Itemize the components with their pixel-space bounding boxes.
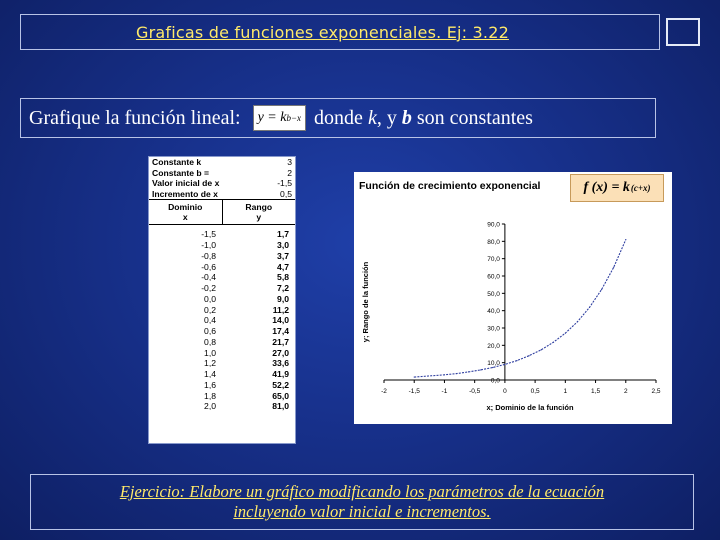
parameter-row xyxy=(149,168,295,179)
table-row xyxy=(149,391,295,402)
x-tick-label: -1,5 xyxy=(408,388,420,395)
task-prefix: Grafique la función lineal: xyxy=(29,106,241,129)
cell-y: 4,7 xyxy=(277,261,289,272)
cell-x: 0,0 xyxy=(204,293,216,304)
cell-x: -1,5 xyxy=(201,229,216,240)
cell-x: 1,8 xyxy=(204,390,216,401)
exercise-line-1: Ejercicio: Elabore un gráfico modificando los parámetros de la ecuación xyxy=(119,482,605,501)
task-middle-2: , y xyxy=(376,106,397,129)
data-point xyxy=(414,376,415,377)
task-formula xyxy=(253,105,306,131)
table-row xyxy=(149,315,295,326)
cell-x: -0,4 xyxy=(201,272,216,283)
data-point xyxy=(456,373,457,374)
data-point xyxy=(625,239,626,240)
cell-y: 17,4 xyxy=(272,326,289,337)
header-range-line2: y xyxy=(256,212,262,223)
task-formula-base: y = k xyxy=(257,110,287,125)
data-point xyxy=(468,371,469,372)
table-row xyxy=(149,229,295,240)
table-header xyxy=(149,199,295,225)
y-tick-label: 10,0 xyxy=(487,360,500,368)
x-tick-label: 2 xyxy=(623,388,628,395)
y-tick-label: 80,0 xyxy=(487,238,500,246)
cell-y: 52,2 xyxy=(272,379,289,390)
table-row xyxy=(149,348,295,359)
x-tick-label: 0,5 xyxy=(530,388,540,395)
data-point xyxy=(480,369,481,370)
table-row xyxy=(149,240,295,251)
cell-x: 0,4 xyxy=(204,315,216,326)
cell-y: 11,2 xyxy=(272,304,289,315)
cell-x: 0,2 xyxy=(204,304,216,315)
parameter-block xyxy=(149,157,295,199)
series-line xyxy=(414,240,626,378)
data-table xyxy=(148,156,296,444)
y-tick-label: 40,0 xyxy=(487,308,500,316)
y-tick-label: 0,0 xyxy=(490,377,500,385)
header-range-line1: Rango xyxy=(245,202,273,213)
header-domain-line2: x xyxy=(182,212,188,223)
cell-x: 1,6 xyxy=(204,379,216,390)
y-tick-label: 60,0 xyxy=(487,273,500,281)
cell-x: -0,8 xyxy=(201,250,216,261)
table-row xyxy=(149,337,295,348)
header-domain-line1: Dominio xyxy=(168,202,203,213)
header-range xyxy=(223,200,296,224)
task-suffix-text xyxy=(314,107,533,130)
cell-x: 0,6 xyxy=(204,326,216,337)
data-point xyxy=(528,355,529,356)
cell-y: 3,0 xyxy=(277,240,289,251)
data-point xyxy=(565,333,566,334)
chart-panel xyxy=(354,172,672,424)
cell-y: 3,7 xyxy=(277,250,289,261)
cell-y: 41,9 xyxy=(272,369,289,380)
parameter-label: Valor inicial de x xyxy=(152,178,220,189)
parameter-value: 3 xyxy=(287,157,292,167)
cell-y: 21,7 xyxy=(272,336,289,347)
table-row xyxy=(149,305,295,316)
table-row xyxy=(149,272,295,283)
header-domain xyxy=(149,200,223,224)
cell-x: -0,6 xyxy=(201,261,216,272)
parameter-label: Constante b = xyxy=(152,167,210,178)
parameter-row xyxy=(149,178,295,189)
cell-x: 0,8 xyxy=(204,336,216,347)
table-row xyxy=(149,369,295,380)
table-row xyxy=(149,294,295,305)
exercise-line-2: incluyendo valor inicial e incrementos. xyxy=(233,502,491,521)
chart-formula-base: f (x) = k xyxy=(583,180,630,195)
corner-square-button[interactable] xyxy=(666,18,700,46)
cell-x: 1,4 xyxy=(204,369,216,380)
task-suffix: son constantes xyxy=(416,106,533,129)
cell-y: 65,0 xyxy=(272,390,289,401)
cell-x: 2,0 xyxy=(204,401,216,412)
parameter-value: 0,5 xyxy=(280,188,292,199)
x-axis-label: x; Dominio de la función xyxy=(486,403,574,412)
data-point xyxy=(541,349,542,350)
table-row xyxy=(149,326,295,337)
data-point xyxy=(553,342,554,343)
table-row xyxy=(149,283,295,294)
cell-y: 81,0 xyxy=(272,401,289,412)
title-box xyxy=(20,14,660,50)
table-row xyxy=(149,251,295,262)
y-tick-label: 90,0 xyxy=(487,221,500,229)
page-title: Graficas de funciones exponenciales. Ej: 3.22 xyxy=(136,22,509,42)
parameter-value: 2 xyxy=(287,167,292,178)
table-row xyxy=(149,380,295,391)
x-tick-label: -0,5 xyxy=(469,388,481,395)
parameter-value: -1,5 xyxy=(277,178,292,189)
y-tick-label: 20,0 xyxy=(487,342,500,350)
task-statement xyxy=(20,98,656,138)
y-tick-label: 30,0 xyxy=(487,325,500,333)
exponential-chart xyxy=(354,172,672,424)
cell-y: 33,6 xyxy=(272,358,289,369)
cell-y: 9,0 xyxy=(277,293,289,304)
table-row xyxy=(149,358,295,369)
task-var-b: b xyxy=(401,106,412,129)
parameter-row xyxy=(149,189,295,200)
x-tick-label: -1 xyxy=(441,388,448,395)
x-tick-label: 0 xyxy=(503,388,507,395)
cell-x: 1,0 xyxy=(204,347,216,358)
data-point xyxy=(601,289,602,290)
cell-x: -0,2 xyxy=(201,283,216,294)
chart-formula xyxy=(570,174,664,202)
data-point xyxy=(613,267,614,268)
exercise-box xyxy=(30,474,694,530)
data-point xyxy=(577,321,578,322)
data-point xyxy=(492,367,493,368)
y-tick-label: 50,0 xyxy=(487,290,500,298)
y-tick-label: 70,0 xyxy=(487,256,500,264)
data-point xyxy=(589,307,590,308)
table-row xyxy=(149,401,295,412)
data-point xyxy=(444,374,445,375)
data-point xyxy=(516,360,517,361)
table-body xyxy=(149,229,295,412)
x-tick-label: 1 xyxy=(563,388,568,395)
parameter-label: Constante k xyxy=(152,157,202,167)
task-var-k: k xyxy=(367,106,377,129)
cell-x: -1,0 xyxy=(201,240,216,251)
x-tick-label: 1,5 xyxy=(591,388,601,395)
data-point xyxy=(504,364,505,365)
chart-formula-exponent: (c+x) xyxy=(630,183,651,193)
table-row xyxy=(149,262,295,273)
cell-x: 1,2 xyxy=(204,358,216,369)
cell-y: 7,2 xyxy=(277,283,289,294)
cell-y: 14,0 xyxy=(272,315,289,326)
task-formula-exponent: b−x xyxy=(286,113,302,123)
x-tick-label: 2,5 xyxy=(651,388,661,395)
cell-y: 27,0 xyxy=(272,347,289,358)
cell-y: 1,7 xyxy=(277,229,289,240)
x-tick-label: -2 xyxy=(381,388,387,395)
task-middle-1: donde xyxy=(314,106,363,129)
cell-y: 5,8 xyxy=(277,272,289,283)
parameter-label: Incremento de x xyxy=(152,188,218,199)
y-axis-label: y; Rango de la función xyxy=(361,261,370,343)
chart-title: Función de crecimiento exponencial xyxy=(359,180,541,192)
parameter-row xyxy=(149,157,295,168)
